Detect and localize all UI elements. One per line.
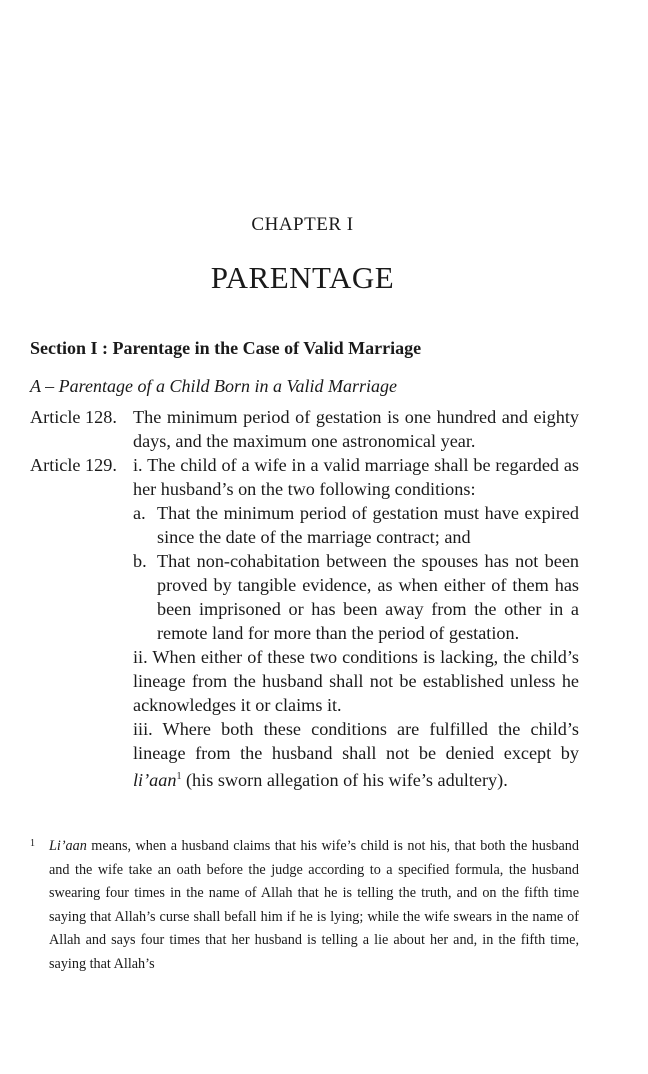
article-129-text	[133, 453, 579, 792]
sub-heading: A – Parentage of a Child Born in a Valid Marriage	[30, 376, 397, 396]
chapter-label: CHAPTER I	[251, 214, 354, 235]
footnote-marker: 1	[30, 838, 35, 849]
section-heading: Section I : Parentage in the Case of Valid Marriage	[30, 338, 422, 358]
article-128-clause: The minimum period of gestation is one hundred and eighty days, and the maximum one astronomical year.	[133, 407, 579, 451]
footnote-reference[interactable]: 1	[176, 771, 182, 782]
article-129-item-b	[133, 549, 579, 645]
article-129-item-a	[133, 501, 579, 549]
chapter-title: PARENTAGE	[210, 260, 395, 295]
article-129-clause-iii	[133, 717, 579, 792]
footnote-text	[30, 835, 579, 976]
article-129-label: Article 129.	[30, 455, 117, 475]
item-a-text: That the minimum period of gestation must have expired since the date of the marriage contract; and	[157, 503, 579, 547]
clause-iii-start: iii. Where both these conditions are fulfilled the child’s lineage from the husband shall not be denied except by	[133, 719, 579, 763]
footnote-term: Li’aan	[49, 838, 87, 854]
article-128-text	[133, 405, 579, 453]
article-129-clause-ii: ii. When either of these two conditions is lacking, the child’s lineage from the husband shall not be established unless he acknowledges it or claims it.	[133, 647, 579, 715]
article-129-clause-i: i. The child of a wife in a valid marriage shall be regarded as her husband’s on the two following conditions:	[133, 455, 579, 499]
item-a-letter: a.	[133, 503, 146, 523]
article-128-label: Article 128.	[30, 407, 117, 427]
item-b-letter: b.	[133, 551, 147, 571]
item-b-text: That non-cohabitation between the spouses has not been proved by tangible evidence, as when either of them has been imprisoned or has been away from the other in a remote land for more than the period of gestation.	[157, 551, 579, 643]
footnote	[30, 835, 579, 976]
clause-iii-term: li’aan	[133, 770, 177, 790]
clause-iii-end: (his sworn allegation of his wife’s adultery).	[181, 770, 508, 790]
footnote-body: means, when a husband claims that his wife’s child is not his, that both the husband and the wife take an oath before the judge according to a specified formula, the husband swearing four times in the name of Allah that he is telling the truth, and on the fifth time saying that Allah’s curse shall befall him if he is lying; while the wife swears in the name of Allah and says four times that her husband is telling a lie about her and, in the fifth time, saying that Allah’s	[49, 838, 579, 972]
